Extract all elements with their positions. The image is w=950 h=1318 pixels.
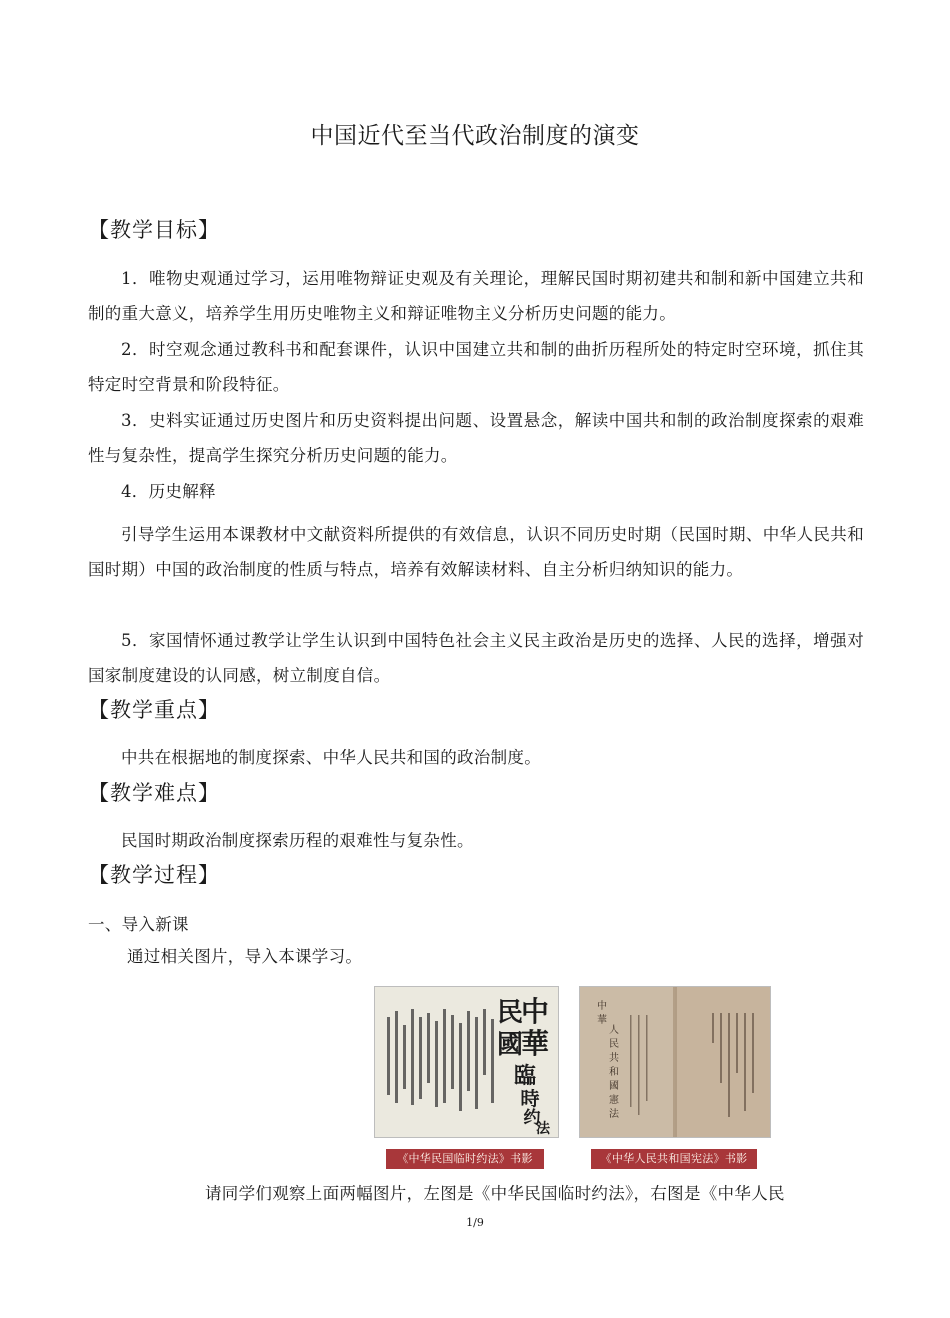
objective-item-4-body: 引导学生运用本课教材中文献资料所提供的有效信息，认识不同历史时期（民国时期、中华人民共和国时期）中国的政治制度的性质与特点，培养有效解读材料、自主分析归纳知识的能力。 xyxy=(88,525,864,579)
photo-char: 民 xyxy=(609,1039,619,1050)
objective-item-1: 1．唯物史观通过学习，运用唯物辩证史观及有关理论，理解民国时期初建共和制和新中国建立共和制的重大意义，培养学生用历史唯物主义和辩证唯物主义分析历史问题的能力。 xyxy=(88,269,864,323)
page-title: 中国近代至当代政治制度的演变 xyxy=(310,123,640,149)
photo-char: 臨 xyxy=(513,1063,537,1089)
prc-constitution-caption: 《中华人民共和国宪法》书影 xyxy=(591,1149,757,1169)
prc-constitution-photo-art xyxy=(580,987,770,1137)
photo-char: 華 xyxy=(520,1027,550,1060)
photo-char: 國 xyxy=(496,1030,524,1060)
photo-char: 華 xyxy=(597,1015,607,1026)
photo-char: 國 xyxy=(609,1081,619,1092)
photo-char: 時 xyxy=(520,1088,540,1110)
heading-objectives: 【教学目标】 xyxy=(88,218,220,242)
provisional-constitution-photo xyxy=(374,986,559,1138)
objective-item-4: 4．历史解释 xyxy=(121,482,216,501)
process-subheading: 一、导入新课 xyxy=(88,915,189,934)
process-closing-text: 请同学们观察上面两幅图片，左图是《中华民国临时约法》，右图是《中华人民 xyxy=(205,1184,785,1203)
process-intro: 通过相关图片，导入本课学习。 xyxy=(127,947,363,966)
objective-item-2: 2．时空观念通过教科书和配套课件，认识中国建立共和制的曲折历程所处的特定时空环境，抓住其特定时空背景和阶段特征。 xyxy=(88,340,864,394)
photo-char: 法 xyxy=(609,1109,619,1120)
photo-char: 中 xyxy=(597,1001,607,1012)
objective-item-5: 5．家国情怀通过教学让学生认识到中国特色社会主义民主政治是历史的选择、人民的选择，增强对国家制度建设的认同感，树立制度自信。 xyxy=(88,631,864,685)
objective-item-3: 3．史料实证通过历史图片和历史资料提出问题、设置悬念，解读中国共和制的政治制度探索的艰难性与复杂性，提高学生探究分析历史问题的能力。 xyxy=(88,411,864,465)
photo-char: 法 xyxy=(536,1121,550,1137)
photo-char: 共 xyxy=(609,1053,619,1064)
key-points-text: 中共在根据地的制度探索、中华人民共和国的政治制度。 xyxy=(121,748,541,767)
photo-char: 约 xyxy=(523,1108,541,1128)
prc-constitution-photo xyxy=(579,986,771,1138)
provisional-constitution-caption: 《中华民国临时约法》书影 xyxy=(386,1149,544,1169)
provisional-constitution-photo-art xyxy=(375,987,558,1137)
heading-process: 【教学过程】 xyxy=(88,863,220,887)
heading-difficulties: 【教学难点】 xyxy=(88,781,220,805)
heading-key-points: 【教学重点】 xyxy=(88,698,220,722)
photo-char: 和 xyxy=(609,1067,619,1078)
photo-char: 人 xyxy=(609,1025,619,1036)
page-number: 1/9 xyxy=(466,1216,484,1229)
photo-char: 民 xyxy=(496,998,524,1028)
photo-char: 中 xyxy=(520,995,550,1028)
photo-char: 憲 xyxy=(609,1095,619,1106)
difficulties-text: 民国时期政治制度探索历程的艰难性与复杂性。 xyxy=(121,831,474,850)
